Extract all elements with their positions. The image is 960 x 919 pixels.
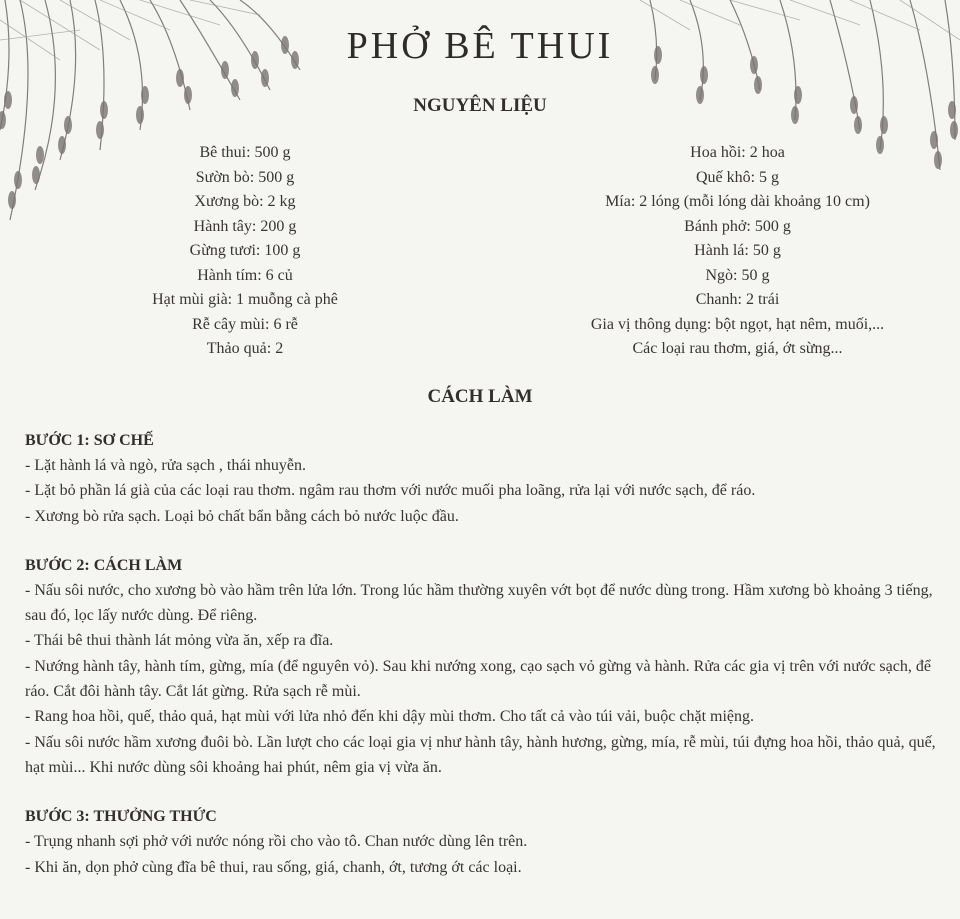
method-steps xyxy=(25,428,940,904)
step-title: BƯỚC 2: CÁCH LÀM xyxy=(25,556,183,574)
ingredient-item: Quế khô: 5 g xyxy=(695,168,780,186)
step-line: - Rang hoa hồi, quế, thảo quả, hạt mùi với lửa nhỏ đến khi dậy mùi thơm. Cho tất cả vào túi vải, buộc chặt miệng. xyxy=(25,708,754,726)
ingredient-item: Rễ cây mùi: 6 rễ xyxy=(192,315,298,333)
step-line: - Khi ăn, dọn phở cùng đĩa bê thui, rau sống, giá, chanh, ớt, tương ớt các loại. xyxy=(25,858,522,876)
step-line: - Nướng hành tây, hành tím, gừng, mía (để nguyên vỏ). Sau khi nướng xong, cạo sạch vỏ gừng và hành. Rửa các gia vị trên với nước sạch, để ráo. Cắt đôi hành tây. Cắt lát gừng. Rửa sạch rễ mùi. xyxy=(25,657,931,701)
step-1 xyxy=(25,428,940,529)
ingredient-item: Gừng tươi: 100 g xyxy=(189,242,301,259)
ingredients-right-column xyxy=(535,141,940,362)
ingredient-item: Xương bò: 2 kg xyxy=(194,193,296,210)
ingredients-heading: NGUYÊN LIỆU xyxy=(413,95,547,116)
ingredient-item: Bê thui: 500 g xyxy=(199,144,291,161)
ingredient-item: Hành tím: 6 củ xyxy=(197,266,293,284)
method-heading: CÁCH LÀM xyxy=(427,386,533,407)
ingredient-item: Hành lá: 50 g xyxy=(694,242,781,259)
ingredient-item: Các loại rau thơm, giá, ớt sừng... xyxy=(632,340,843,357)
step-line: - Trụng nhanh sợi phở với nước nóng rồi cho vào tô. Chan nước dùng lên trên. xyxy=(25,833,528,851)
step-2 xyxy=(25,553,940,780)
ingredient-item: Hạt mùi già: 1 muỗng cà phê xyxy=(152,291,338,308)
step-3 xyxy=(25,804,940,880)
ingredient-item: Sườn bò: 500 g xyxy=(195,168,295,186)
step-line: - Xương bò rửa sạch. Loại bỏ chất bẩn bằng cách bỏ nước luộc đầu. xyxy=(25,507,459,525)
ingredient-item: Bánh phở: 500 g xyxy=(684,217,791,235)
recipe-title: PHỞ BÊ THUI xyxy=(346,25,614,67)
step-title: BƯỚC 1: SƠ CHẾ xyxy=(25,432,154,449)
ingredient-item: Hành tây: 200 g xyxy=(193,217,297,235)
step-line: - Lặt bỏ phần lá già của các loại rau thơm. ngâm rau thơm với nước muối pha loãng, rửa lại với nước sạch, để ráo. xyxy=(25,482,756,500)
ingredient-item: Hoa hồi: 2 hoa xyxy=(690,144,785,161)
step-title: BƯỚC 3: THƯỞNG THỨC xyxy=(25,808,217,826)
step-line: - Lặt hành lá và ngò, rửa sạch , thái nhuyễn. xyxy=(25,457,307,474)
step-line: - Thái bê thui thành lát mỏng vừa ăn, xếp ra đĩa. xyxy=(25,632,334,650)
ingredients-section xyxy=(0,141,960,366)
ingredient-item: Ngò: 50 g xyxy=(705,266,770,284)
ingredient-item: Mía: 2 lóng (mỗi lóng dài khoảng 10 cm) xyxy=(605,193,870,210)
ingredients-left-column xyxy=(60,141,430,362)
step-line: - Nấu sôi nước hầm xương đuôi bò. Lần lượt cho các loại gia vị như hành tây, hành hương, gừng, mía, rễ mùi, túi đựng hoa hồi, thảo quả, quế, hạt mùi... Khi nước dùng sôi khoảng hai phút, nêm gia vị vừa ăn. xyxy=(25,733,936,776)
ingredient-item: Gia vị thông dụng: bột ngọt, hạt nêm, muối,... xyxy=(590,315,885,333)
step-line: - Nấu sôi nước, cho xương bò vào hầm trên lửa lớn. Trong lúc hầm thường xuyên vớt bọt để nước dùng trong. Hầm xương bò khoảng 3 tiếng, sau đó, lọc lấy nước dùng. Để riêng. xyxy=(25,581,933,625)
ingredient-item: Thảo quả: 2 xyxy=(206,340,284,357)
ingredient-item: Chanh: 2 trái xyxy=(695,291,780,308)
